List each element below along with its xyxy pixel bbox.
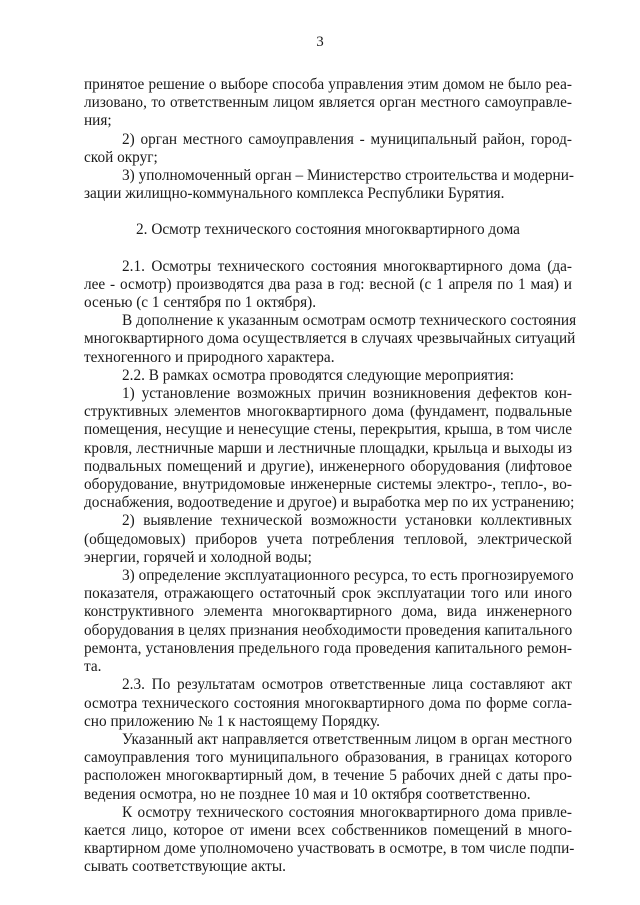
text-line: техногенного и природного характера. (84, 348, 335, 366)
text-line: та. (84, 658, 102, 676)
text-line: расположен многоквартирный дом, в течение 5 рабочих дней с даты про- (84, 767, 572, 785)
text-line: конструктивного элемента многоквартирного дома, вида инженерного (84, 603, 572, 621)
page-number: 3 (316, 34, 324, 50)
text-line: доснабжения, водоотведение и другое) и выработка мер по их устранению; (84, 494, 575, 512)
text-line: энергии, горячей и холодной воды; (84, 548, 312, 566)
text-line: помещения, несущие и ненесущие стены, перекрытия, крыша, в том числе (84, 421, 572, 439)
text-line: лее - осмотр) производятся два раза в год: весной (с 1 апреля по 1 мая) и (84, 275, 572, 293)
text-line: квартирном доме уполномочено участвовать в осмотре, в том числе подпи- (84, 840, 575, 858)
text-line: 2.1. Осмотры технического состояния многоквартирного дома (да- (122, 257, 572, 275)
text-line: сно приложению № 1 к настоящему Порядку. (84, 712, 380, 730)
text-line: Указанный акт направляется ответственным лицом в орган местного (122, 730, 572, 748)
text-line: кается лицо, которое от имени всех собственников помещений в много- (84, 821, 572, 839)
text-line: лизовано, то ответственным лицом является орган местного самоуправле- (84, 94, 572, 112)
text-line: ремонта, установления предельного года проведения капитального ремон- (84, 639, 572, 657)
document-body (84, 76, 577, 877)
text-line: ведения осмотра, но не позднее 10 мая и 10 октября соответственно. (84, 785, 531, 803)
text-line: подвальных помещений и другие), инженерного оборудования (лифтовое (84, 457, 572, 475)
text-line: 3) определение эксплуатационного ресурса, то есть прогнозируемого (122, 567, 574, 585)
text-line: самоуправления того муниципального образования, в границах которого (84, 749, 572, 767)
text-line: оборудования в целях признания необходимости проведения капитального (84, 621, 573, 639)
text-line: осенью (с 1 сентября по 1 октября). (84, 294, 317, 312)
text-line: 2) выявление технической возможности установки коллективных (122, 512, 572, 530)
text-line: структивных элементов многоквартирного дома (фундамент, подвальные (84, 403, 572, 421)
text-line: 2) орган местного самоуправления - муниципальный район, город- (122, 130, 572, 148)
text-line: показателя, отражающего остаточный срок эксплуатации того или иного (84, 585, 572, 603)
text-line: кровля, лестничные марши и лестничные площадки, крыльца и выходы из (84, 439, 572, 457)
text-line: 2.3. По результатам осмотров ответственные лица составляют акт (122, 676, 572, 694)
text-line: 1) установление возможных причин возникновения дефектов кон- (122, 385, 572, 403)
text-line: многоквартирного дома осуществляется в случаях чрезвычайных ситуаций (84, 330, 576, 348)
text-line: В дополнение к указанным осмотрам осмотр технического состояния (122, 312, 577, 330)
text-line: ской округ; (84, 148, 158, 166)
text-line: ния; (84, 112, 112, 130)
text-line: сывать соответствующие акты. (84, 858, 286, 876)
text-line: оборудование, внутридомовые инженерные системы электро-, тепло-, во- (84, 476, 572, 494)
section-heading: 2. Осмотр технического состояния многоквартирного дома (136, 221, 520, 239)
text-line: осмотра технического состояния многоквартирного дома по форме согла- (84, 694, 572, 712)
text-line: 2.2. В рамках осмотра проводятся следующие мероприятия: (122, 366, 515, 384)
text-line: принятое решение о выборе способа управления этим домом не было реа- (84, 76, 572, 93)
text-line: зации жилищно-коммунального комплекса Республики Бурятия. (84, 185, 505, 203)
text-line: 3) уполномоченный орган – Министерство строительства и модерни- (122, 167, 575, 185)
text-line: (общедомовых) приборов учета потребления тепловой, электрической (84, 530, 572, 548)
text-line: К осмотру технического состояния многоквартирного дома привле- (122, 803, 572, 821)
